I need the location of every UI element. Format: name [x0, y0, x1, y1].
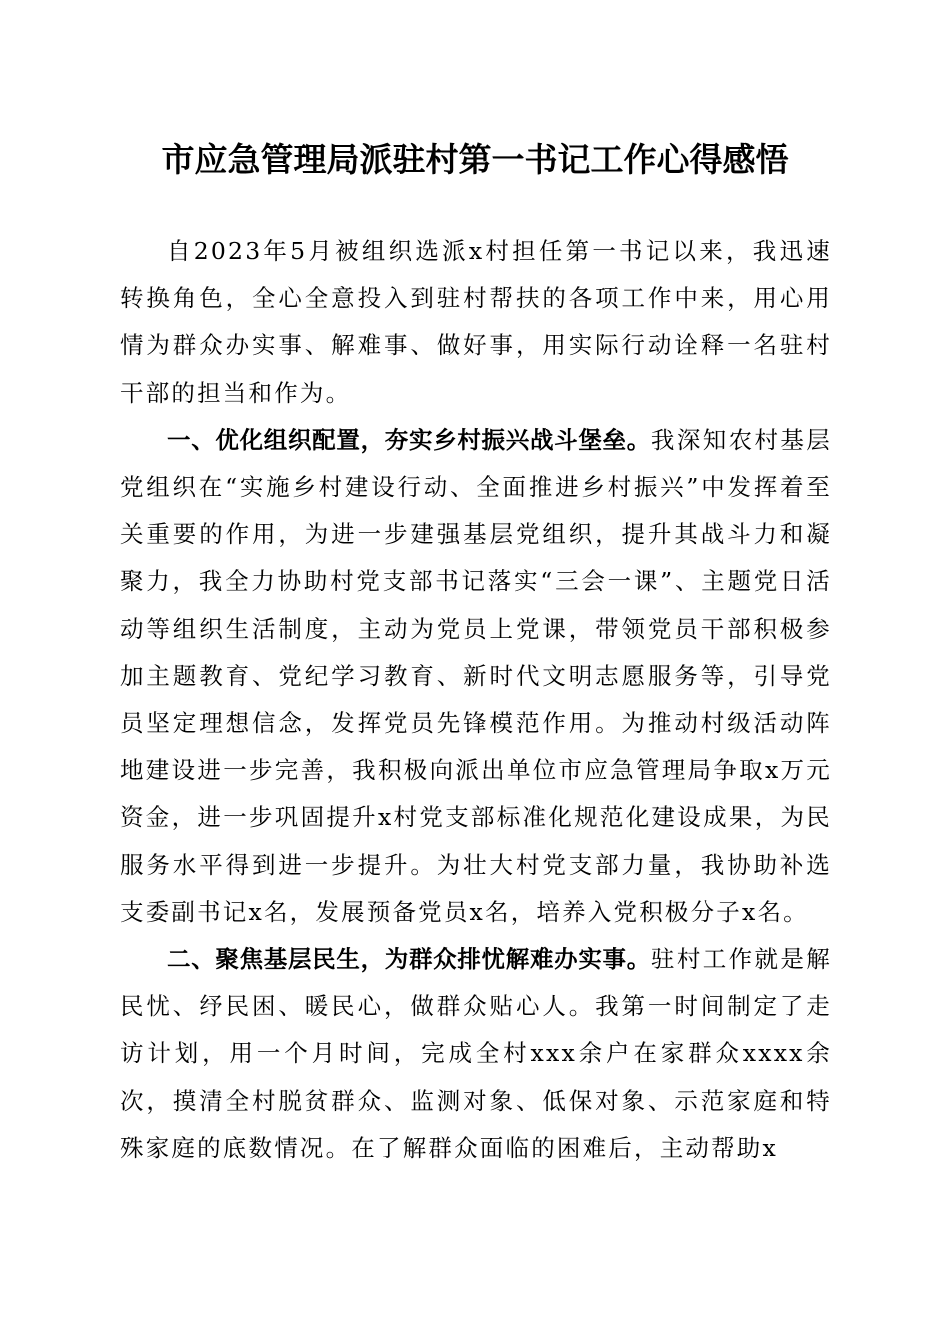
section-2-heading: 二、聚焦基层民生，为群众排忧解难办实事。 [167, 945, 651, 974]
section-1-text: 我深知农村基层党组织在“实施乡村建设行动、全面推进乡村振兴”中发挥着至关重要的作用，为进一步建强基层党组织，提升其战斗力和凝聚力，我全力协助村党支部书记落实“三会一课”、主题党日活动等组织生活制度，主动为党员上党课，带领党员干部积极参加主题教育、党纪学习教育、新时代文明志愿服务等，引导党员坚定理想信念，发挥党员先锋模范作用。为推动村级活动阵地建设进一步完善，我积极向派出单位市应急管理局争取x万元资金，进一步巩固提升x村党支部标准化规范化建设成果，为民服务水平得到进一步提升。为壮大村党支部力量，我协助补选支委副书记x名，发展预备党员x名，培养入党积极分子x名。 [120, 425, 832, 926]
section-1-heading: 一、优化组织配置，夯实乡村振兴战斗堡垒。 [167, 425, 651, 454]
paragraph-intro-text: 自2023年5月被组织选派x村担任第一书记以来，我迅速转换角色，全心全意投入到驻村帮扶的各项工作中来，用心用情为群众办实事、解难事、做好事，用实际行动诠释一名驻村干部的担当和作为。 [120, 237, 832, 407]
document-body [120, 228, 832, 1172]
section-2-text: 驻村工作就是解民忧、纾民困、暖民心，做群众贴心人。我第一时间制定了走访计划，用一个月时间，完成全村xxx余户在家群众xxxx余次，摸清全村脱贫群众、监测对象、低保对象、示范家庭和特殊家庭的底数情况。在了解群众面临的困难后，主动帮助x [120, 945, 832, 1162]
paragraph-section-2 [120, 936, 832, 1172]
document-title: 市应急管理局派驻村第一书记工作心得感悟 [161, 140, 789, 179]
paragraph-intro [120, 228, 832, 417]
paragraph-section-1 [120, 417, 832, 936]
